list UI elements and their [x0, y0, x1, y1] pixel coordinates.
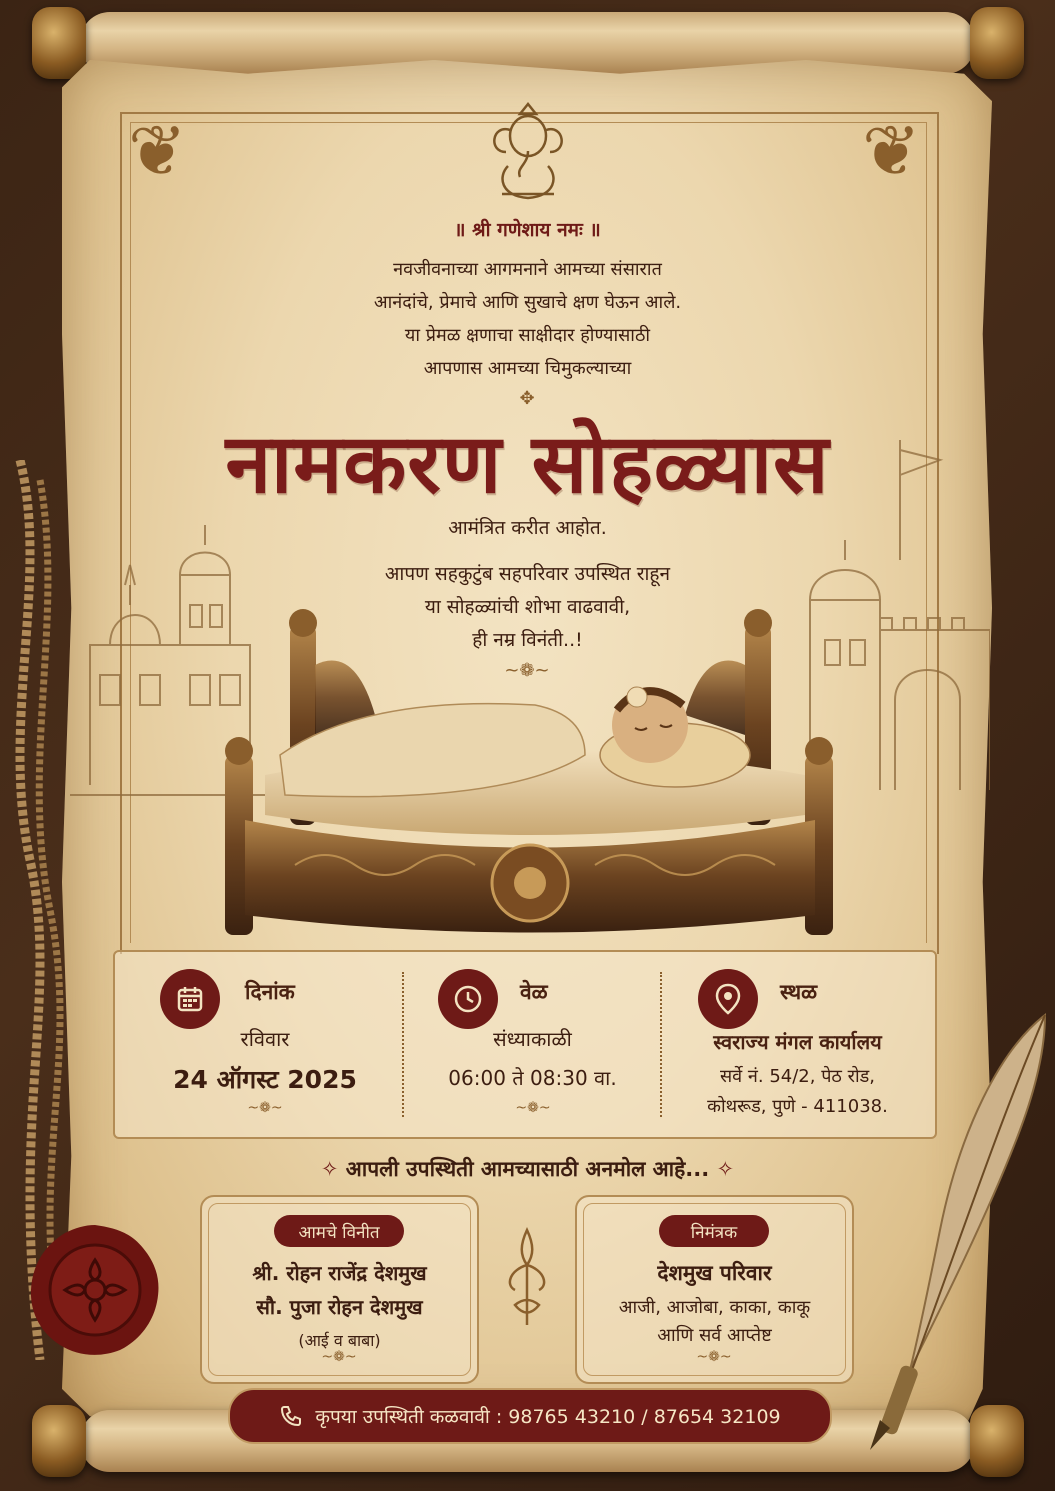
parents-father: श्री. रोहन राजेंद्र देशमुख: [252, 1261, 427, 1285]
intro-line-4: आपणास आमच्या चिमुकल्याच्या: [423, 358, 632, 379]
calendar-icon: [160, 969, 220, 1029]
request-line-2: या सोहळ्यांची शोभा वाढवावी,: [424, 596, 631, 618]
roller-knob-top-left: [32, 7, 86, 79]
rsvp-bar[interactable]: [228, 1388, 832, 1444]
family-members: आजी, आजोबा, काका, काकू: [618, 1297, 811, 1318]
presence-text: आपली उपस्थिती आमच्यासाठी अनमोल आहे...: [345, 1157, 710, 1181]
parents-note: (आई व बाबा): [298, 1331, 381, 1350]
rsvp-text: कृपया उपस्थिती कळवावी : 98765 43210 / 87654 32109: [315, 1406, 781, 1428]
parents-tag: आमचे विनीत: [274, 1215, 404, 1247]
corner-ornament-right: ❦: [862, 110, 921, 192]
time-value: 06:00 ते 08:30 वा.: [448, 1066, 617, 1090]
ceremony-title: नामकरण सोहळ्यास: [225, 416, 830, 512]
presence-ornament-right: ✧: [709, 1157, 735, 1181]
venue-label: स्थळ: [780, 980, 818, 1004]
request-line-1: आपण सहकुटुंब सहपरिवार उपस्थित राहून: [384, 563, 671, 585]
venue-name: स्वराज्य मंगल कार्यालय: [713, 1030, 882, 1054]
roller-knob-bottom-left: [32, 1405, 86, 1477]
flourish-divider: ✥: [519, 388, 535, 409]
details-separator-1: [402, 972, 404, 1117]
roller-knob-top-right: [970, 7, 1024, 79]
parents-mother: सौ. पुजा रोहन देशमुख: [256, 1295, 423, 1319]
ganesha-blessing: ॥ श्री गणेशाय नमः ॥: [454, 219, 601, 241]
invite-line: आमंत्रित करीत आहोत.: [448, 517, 607, 539]
intro-line-3: या प्रेमळ क्षणाचा साक्षीदार होण्यासाठी: [404, 325, 651, 346]
quill-icon: [850, 1010, 1055, 1470]
flourish-divider-2: ~❁~: [504, 660, 550, 681]
center-ornament: [500, 1225, 555, 1335]
phone-icon: [279, 1404, 303, 1428]
request-line-3: ही नम्र विनंती..!: [472, 629, 583, 651]
date-label: दिनांक: [245, 980, 295, 1004]
ganesha-icon: [478, 96, 578, 206]
parents-flourish: ~❁~: [321, 1349, 357, 1365]
intro-line-1: नवजीवनाच्या आगमनाने आमच्या संसारात: [393, 259, 662, 280]
details-separator-2: [660, 972, 662, 1117]
cradle-illustration: [205, 605, 855, 950]
venue-address-1: सर्वे नं. 54/2, पेठ रोड,: [720, 1066, 875, 1087]
wax-seal-icon: [25, 1220, 165, 1360]
host-box-family: [575, 1195, 854, 1384]
host-box-parents: [200, 1195, 479, 1384]
family-name: देशमुख परिवार: [657, 1261, 772, 1285]
venue-address-2: कोथरूड, पुणे - 411038.: [707, 1096, 888, 1117]
presence-ornament-left: ✧: [320, 1157, 346, 1181]
event-details-box: [113, 950, 937, 1139]
time-flourish: ~❁~: [515, 1100, 551, 1116]
date-day: रविवार: [240, 1027, 290, 1051]
time-period: संध्याकाळी: [493, 1027, 572, 1051]
clock-icon: [438, 969, 498, 1029]
intro-line-2: आनंदांचे, प्रेमाचे आणि सुखाचे क्षण घेऊन आले.: [373, 292, 682, 313]
family-relatives: आणि सर्व आप्तेष्ट: [657, 1325, 772, 1346]
corner-ornament-left: ❦: [128, 110, 187, 192]
family-tag: निमंत्रक: [659, 1215, 769, 1247]
time-label: वेळ: [520, 980, 548, 1004]
date-flourish: ~❁~: [247, 1100, 283, 1116]
location-pin-icon: [698, 969, 758, 1029]
family-flourish: ~❁~: [696, 1349, 732, 1365]
date-value: 24 ऑगस्ट 2025: [173, 1065, 357, 1094]
